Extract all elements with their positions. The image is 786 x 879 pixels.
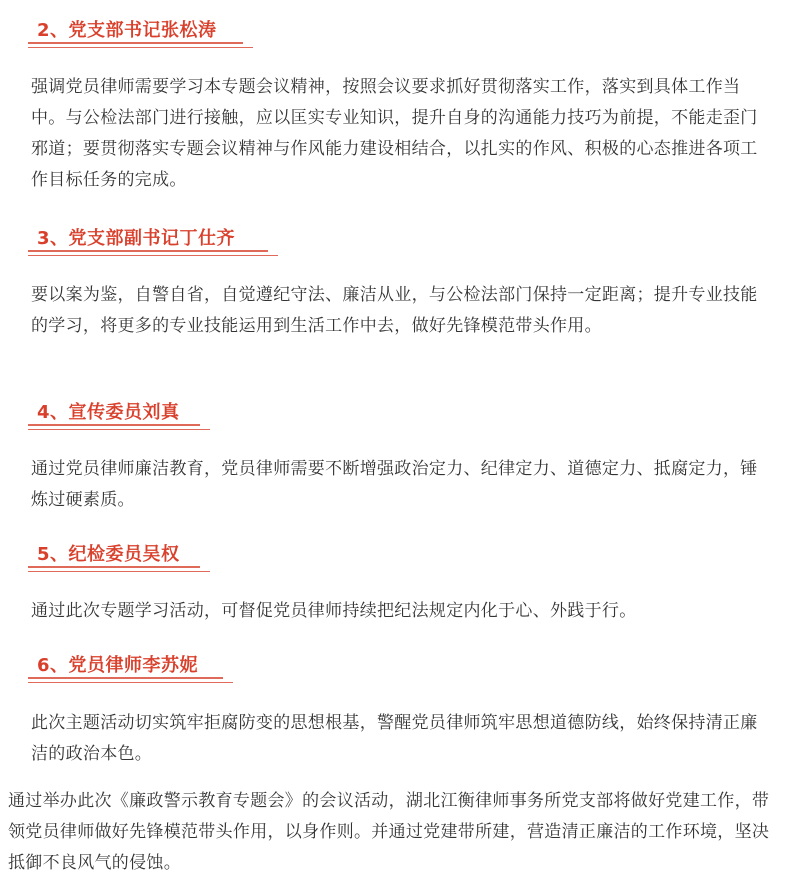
section-6-title: 6、党员律师李苏妮 bbox=[37, 655, 199, 676]
section-5-underline bbox=[28, 566, 200, 568]
section-5-title: 5、纪检委员吴权 bbox=[37, 544, 180, 565]
section-6-paragraph: 此次主题活动切实筑牢拒腐防变的思想根基，警醒党员律师筑牢思想道德防线，始终保持清正廉洁的政治本色。 bbox=[31, 713, 758, 764]
closing-paragraph: 通过举办此次《廉政警示教育专题会》的会议活动，湖北江衡律师事务所党支部将做好党建工作，带领党员律师做好先锋模范带头作用，以身作则。并通过党建带所建，营造清正廉洁的工作环境，坚决抵御不良风气的侵蚀。 bbox=[8, 791, 770, 873]
section-6-underline bbox=[28, 677, 223, 679]
section-2-title: 2、党支部书记张松涛 bbox=[37, 20, 217, 41]
section-6-underline-thin bbox=[28, 682, 233, 683]
section-5-paragraph: 通过此次专题学习活动，可督促党员律师持续把纪法规定内化于心、外践于行。 bbox=[31, 601, 637, 621]
section-3-title: 3、党支部副书记丁仕齐 bbox=[37, 228, 236, 249]
section-3-underline bbox=[28, 250, 268, 252]
section-2-paragraph: 强调党员律师需要学习本专题会议精神，按照会议要求抓好贯彻落实工作，落实到具体工作当中。与公检法部门进行接触，应以匡实专业知识，提升自身的沟通能力技巧为前提，不能走歪门邪道；要贯彻落实专题会议精神与作风能力建设相结合，以扎实的作风、积极的心态推进各项工作目标任务的完成。 bbox=[31, 77, 758, 190]
section-3-underline-thin bbox=[28, 255, 278, 256]
section-4-underline-thin bbox=[28, 429, 210, 430]
section-4-title: 4、宣传委员刘真 bbox=[37, 402, 180, 423]
section-2-underline bbox=[28, 42, 243, 44]
section-5-underline-thin bbox=[28, 571, 210, 572]
section-4-paragraph: 通过党员律师廉洁教育，党员律师需要不断增强政治定力、纪律定力、道德定力、抵腐定力，锤炼过硬素质。 bbox=[31, 459, 758, 510]
section-4-underline bbox=[28, 424, 200, 426]
section-3-paragraph: 要以案为鉴，自警自省，自觉遵纪守法、廉洁从业，与公检法部门保持一定距离；提升专业技能的学习，将更多的专业技能运用到生活工作中去，做好先锋模范带头作用。 bbox=[31, 285, 758, 336]
section-2-underline-thin bbox=[28, 47, 253, 48]
